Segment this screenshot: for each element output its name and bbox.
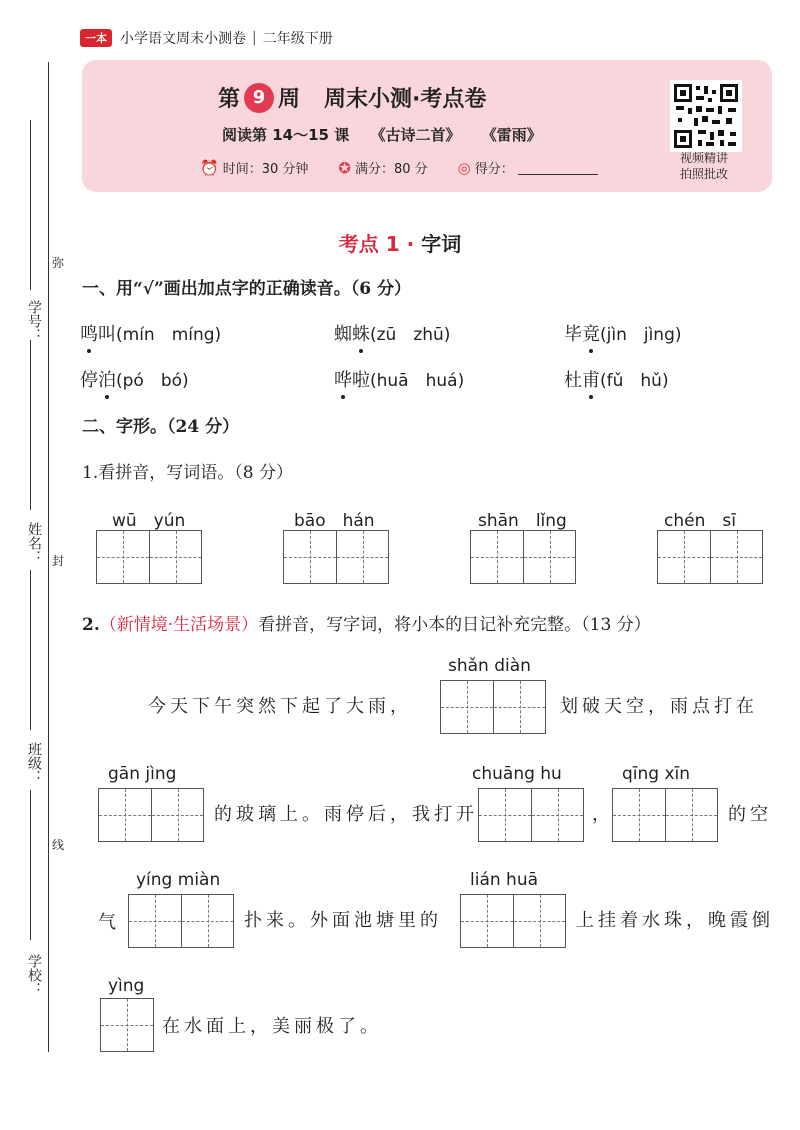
q2-sub2-num: 2.: [82, 615, 100, 635]
class-label: 班级：: [26, 742, 42, 784]
q1-char: 甫: [582, 370, 600, 391]
meta-row: [200, 158, 598, 177]
paper-title: 周末小测·考点卷: [324, 87, 487, 112]
lesson-poem2: 《雷雨》: [481, 126, 542, 144]
q1-char: 蛛: [352, 324, 370, 345]
qr-caption: [668, 150, 740, 182]
seal-char-2: 封: [52, 554, 65, 568]
q1-char: 泊: [98, 370, 116, 391]
pinyin-label: chén sī: [664, 511, 736, 531]
qr-code[interactable]: [670, 80, 742, 152]
q1-char: 哗: [334, 370, 352, 391]
clock-icon: ⏰: [200, 158, 219, 177]
diary-text: 上挂着水珠，晚霞倒: [576, 910, 774, 931]
name-label: 姓名：: [26, 522, 42, 564]
q1-char: 叫: [98, 324, 116, 345]
q1-char: 毕: [564, 324, 582, 345]
lesson-line: [222, 124, 558, 145]
answer-grid-2[interactable]: [470, 530, 576, 584]
week-prefix: 第: [218, 87, 241, 112]
separator: |: [252, 30, 257, 46]
q2-title: 二、字形。（24 分）: [82, 417, 240, 437]
section-topic: 字词: [421, 232, 462, 256]
qr-caption-line1: 视频精讲: [679, 151, 728, 165]
pinyin-label: qīng xīn: [622, 764, 691, 784]
school-line[interactable]: [30, 790, 31, 940]
pinyin-label: shān lǐng: [478, 511, 567, 531]
section-label: 考点 1 ·: [338, 232, 422, 256]
q1-pinyin-options[interactable]: (pó bó): [116, 371, 189, 391]
answer-grid-2[interactable]: [657, 530, 763, 584]
q1-char: 竟: [582, 324, 600, 345]
q1-pinyin-options[interactable]: (mín míng): [116, 325, 222, 345]
q1-item-2: [334, 320, 450, 346]
answer-grid-1[interactable]: [100, 998, 154, 1052]
q1-item-4: [80, 366, 189, 392]
week-suffix: 周: [278, 87, 301, 112]
student-id-line[interactable]: [30, 120, 31, 290]
full-score-item: [338, 158, 427, 177]
week-number-badge: 9: [244, 83, 274, 113]
q1-pinyin-options[interactable]: (jìn jìng): [600, 325, 682, 345]
lesson-poem1: 《古诗二首》: [370, 126, 461, 144]
diary-text: 划破天空，雨点打在: [560, 696, 758, 717]
q1-char: 停: [80, 370, 98, 391]
grade-label: 二年级下册: [262, 31, 333, 47]
name-line[interactable]: [30, 340, 31, 510]
target-icon: ◎: [457, 158, 471, 177]
binding-line: [48, 62, 49, 1052]
answer-grid-2[interactable]: [460, 894, 566, 948]
pinyin-label: yìng: [108, 976, 145, 996]
pinyin-label: lián huā: [470, 870, 539, 890]
diary-text: 今天下午突然下起了大雨，: [148, 696, 412, 717]
pinyin-label: bāo hán: [294, 511, 375, 531]
student-id-label: 学号：: [26, 300, 42, 342]
seal-char-1: 弥: [52, 256, 65, 270]
diary-text: 在水面上，美丽极了。: [162, 1016, 382, 1037]
scenario-tag: （新情境·生活场景）: [99, 615, 259, 635]
answer-grid-2[interactable]: [98, 788, 204, 842]
pinyin-label: shǎn diàn: [448, 656, 531, 676]
q1-title: 一、用“√”画出加点字的正确读音。（6 分）: [82, 279, 411, 299]
pinyin-label: yíng miàn: [136, 870, 221, 890]
medal-icon: ✪: [338, 158, 351, 177]
diary-text: 气: [98, 912, 120, 933]
time-item: [200, 158, 308, 177]
q2-sub2-title: [82, 610, 651, 635]
q1-pinyin-options[interactable]: (huā huá): [370, 371, 465, 391]
qr-caption-line2: 拍照批改: [679, 167, 728, 181]
q1-char: 鸣: [80, 324, 98, 345]
diary-text: 的空: [728, 804, 772, 825]
lesson-range: 阅读第 14～15 课: [222, 126, 350, 144]
class-line[interactable]: [30, 570, 31, 730]
answer-grid-2[interactable]: [612, 788, 718, 842]
q2-sub2-text: 看拼音，写字词，将小本的日记补充完整。（13 分）: [258, 615, 651, 635]
answer-grid-2[interactable]: [440, 680, 546, 734]
q1-pinyin-options[interactable]: (fǔ hǔ): [600, 371, 669, 391]
full-score-text: 满分：80 分: [354, 162, 428, 177]
diary-text: 扑来。外面池塘里的: [244, 910, 442, 931]
q1-item-5: [334, 366, 464, 392]
answer-grid-2[interactable]: [128, 894, 234, 948]
q1-pinyin-options[interactable]: (zū zhū): [370, 325, 451, 345]
time-text: 时间：30 分钟: [222, 162, 309, 177]
score-label: 得分：: [474, 162, 514, 177]
score-item: [458, 158, 598, 177]
answer-grid-2[interactable]: [283, 530, 389, 584]
seal-char-3: 线: [52, 838, 65, 852]
q1-item-3: [564, 320, 682, 346]
q1-item-1: [80, 320, 221, 346]
q1-char: 啦: [352, 370, 370, 391]
q1-item-6: [564, 366, 669, 392]
top-brand: [80, 28, 333, 48]
answer-grid-2[interactable]: [96, 530, 202, 584]
week-title: [218, 82, 486, 113]
q1-char: 杜: [564, 370, 582, 391]
pinyin-label: wū yún: [112, 511, 186, 531]
diary-text: 的玻璃上。雨停后，我打开: [214, 804, 478, 825]
q1-char: 蜘: [334, 324, 352, 345]
brand-logo: 一本: [80, 29, 112, 47]
diary-text: ，: [592, 804, 614, 825]
q2-sub1-title: 1.看拼音，写词语。（8 分）: [82, 463, 293, 483]
pinyin-label: gān jìng: [108, 764, 177, 784]
series-name: 小学语文周末小测卷: [120, 31, 246, 47]
section-title: [0, 228, 800, 257]
score-blank[interactable]: [518, 160, 598, 175]
pinyin-label: chuāng hu: [472, 764, 562, 784]
school-label: 学校：: [26, 954, 42, 996]
answer-grid-2[interactable]: [478, 788, 584, 842]
